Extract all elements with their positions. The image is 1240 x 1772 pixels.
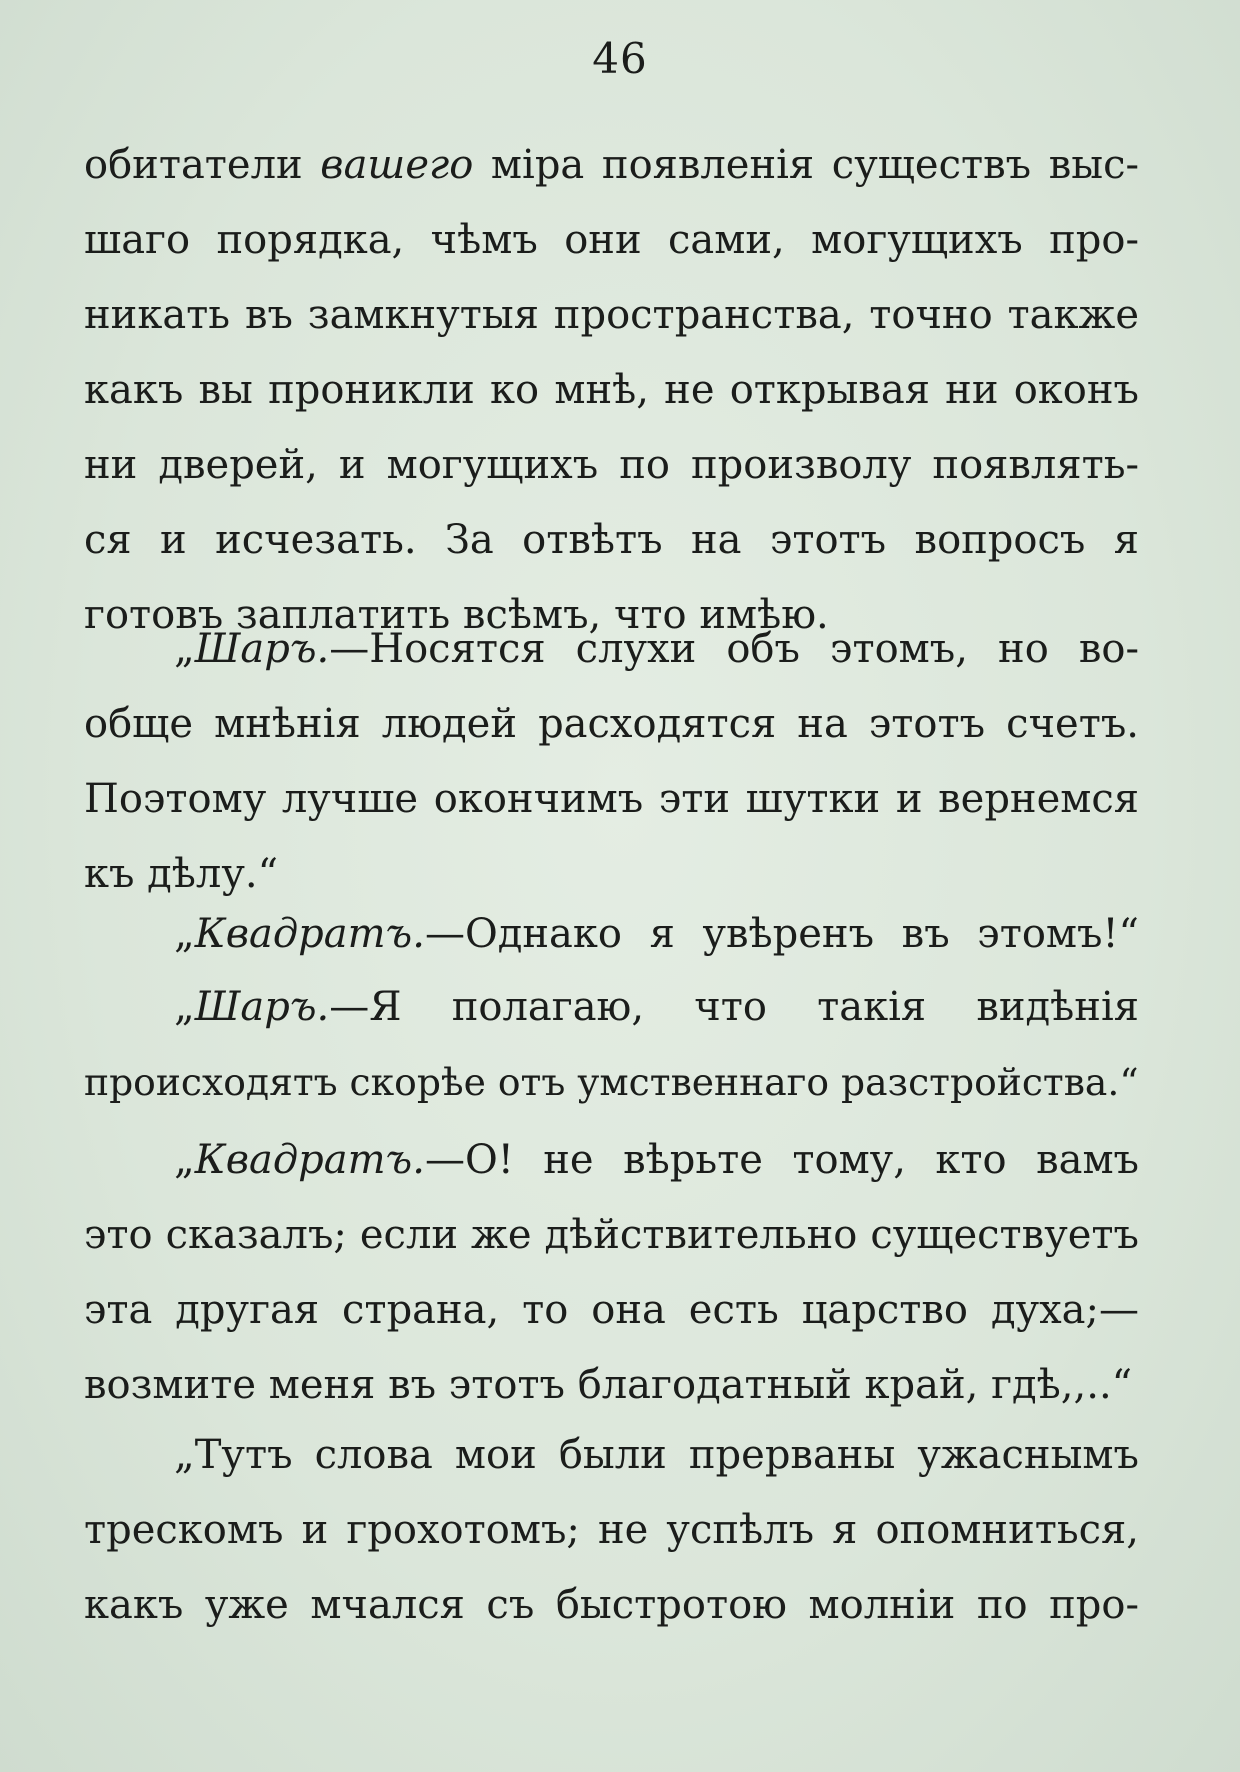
text-line: готовъ заплатить всѣмъ, что имѣю. [84,592,829,638]
text-line: какъ уже мчался съ быстротою молніи по про- [84,1582,1139,1628]
speaker-name: Шаръ. [194,626,330,672]
text-line [84,970,1139,1045]
text-line: трескомъ и грохотомъ; не успѣлъ я опомниться, [84,1507,1139,1553]
text-run: „ [174,626,195,672]
italic-word: вашего [320,142,474,188]
text-run: —О! не вѣрьте тому, кто вамъ [424,1137,1139,1183]
text-line: возмите меня въ этотъ благодатный край, гдѣ,,..“ [84,1362,1133,1408]
page-number: 46 [592,34,648,83]
speaker-name: Квадратъ. [194,1137,425,1183]
paragraph-5 [84,1123,1139,1423]
text-line: Поэтому лучше окончимъ эти шутки и вернемся [84,776,1139,822]
paragraph-2 [84,612,1139,912]
text-line [84,612,1139,687]
text-line [84,1123,1139,1198]
text-line: обще мнѣнія людей расходятся на этотъ счетъ. [84,701,1139,747]
text-line: это сказалъ; если же дѣйствительно существуетъ [84,1212,1139,1258]
speaker-name: Шаръ. [194,984,330,1030]
text-line: эта другая страна, то она есть царство духа;— [84,1287,1139,1333]
text-line [84,897,1139,972]
paragraph-4 [84,970,1139,1120]
text-line [84,128,1139,203]
text-line: какъ вы проникли ко мнѣ, не открывая ни оконъ [84,367,1139,413]
text-line: ся и исчезать. За отвѣтъ на этотъ вопросъ я [84,517,1139,563]
text-line: къ дѣлу.“ [84,851,279,897]
text-line: шаго порядка, чѣмъ они сами, могущихъ про- [84,217,1139,263]
text-line: происходятъ скорѣе отъ умственнаго разстройства.“ [84,1060,1139,1104]
text-run: —Я полагаю, что такія видѣнія [329,984,1139,1030]
text-run: —Однако я увѣренъ въ этомъ!“ [424,911,1139,957]
text-run: обитатели [84,142,321,188]
paragraph-6 [84,1418,1139,1643]
text-run: „ [174,1137,195,1183]
text-run: —Носятся слухи объ этомъ, но во- [329,626,1139,672]
text-run: „ [174,984,195,1030]
text-run: міра появленія существъ выс- [473,142,1139,188]
text-run: „ [174,911,195,957]
speaker-name: Квадратъ. [194,911,425,957]
text-line: ни дверей, и могущихъ по произволу появлять- [84,442,1139,488]
paragraph-1 [84,128,1139,653]
paragraph-3 [84,897,1139,972]
text-line: никать въ замкнутыя пространства, точно также [84,292,1139,338]
text-line: „Тутъ слова мои были прерваны ужаснымъ [174,1432,1139,1478]
